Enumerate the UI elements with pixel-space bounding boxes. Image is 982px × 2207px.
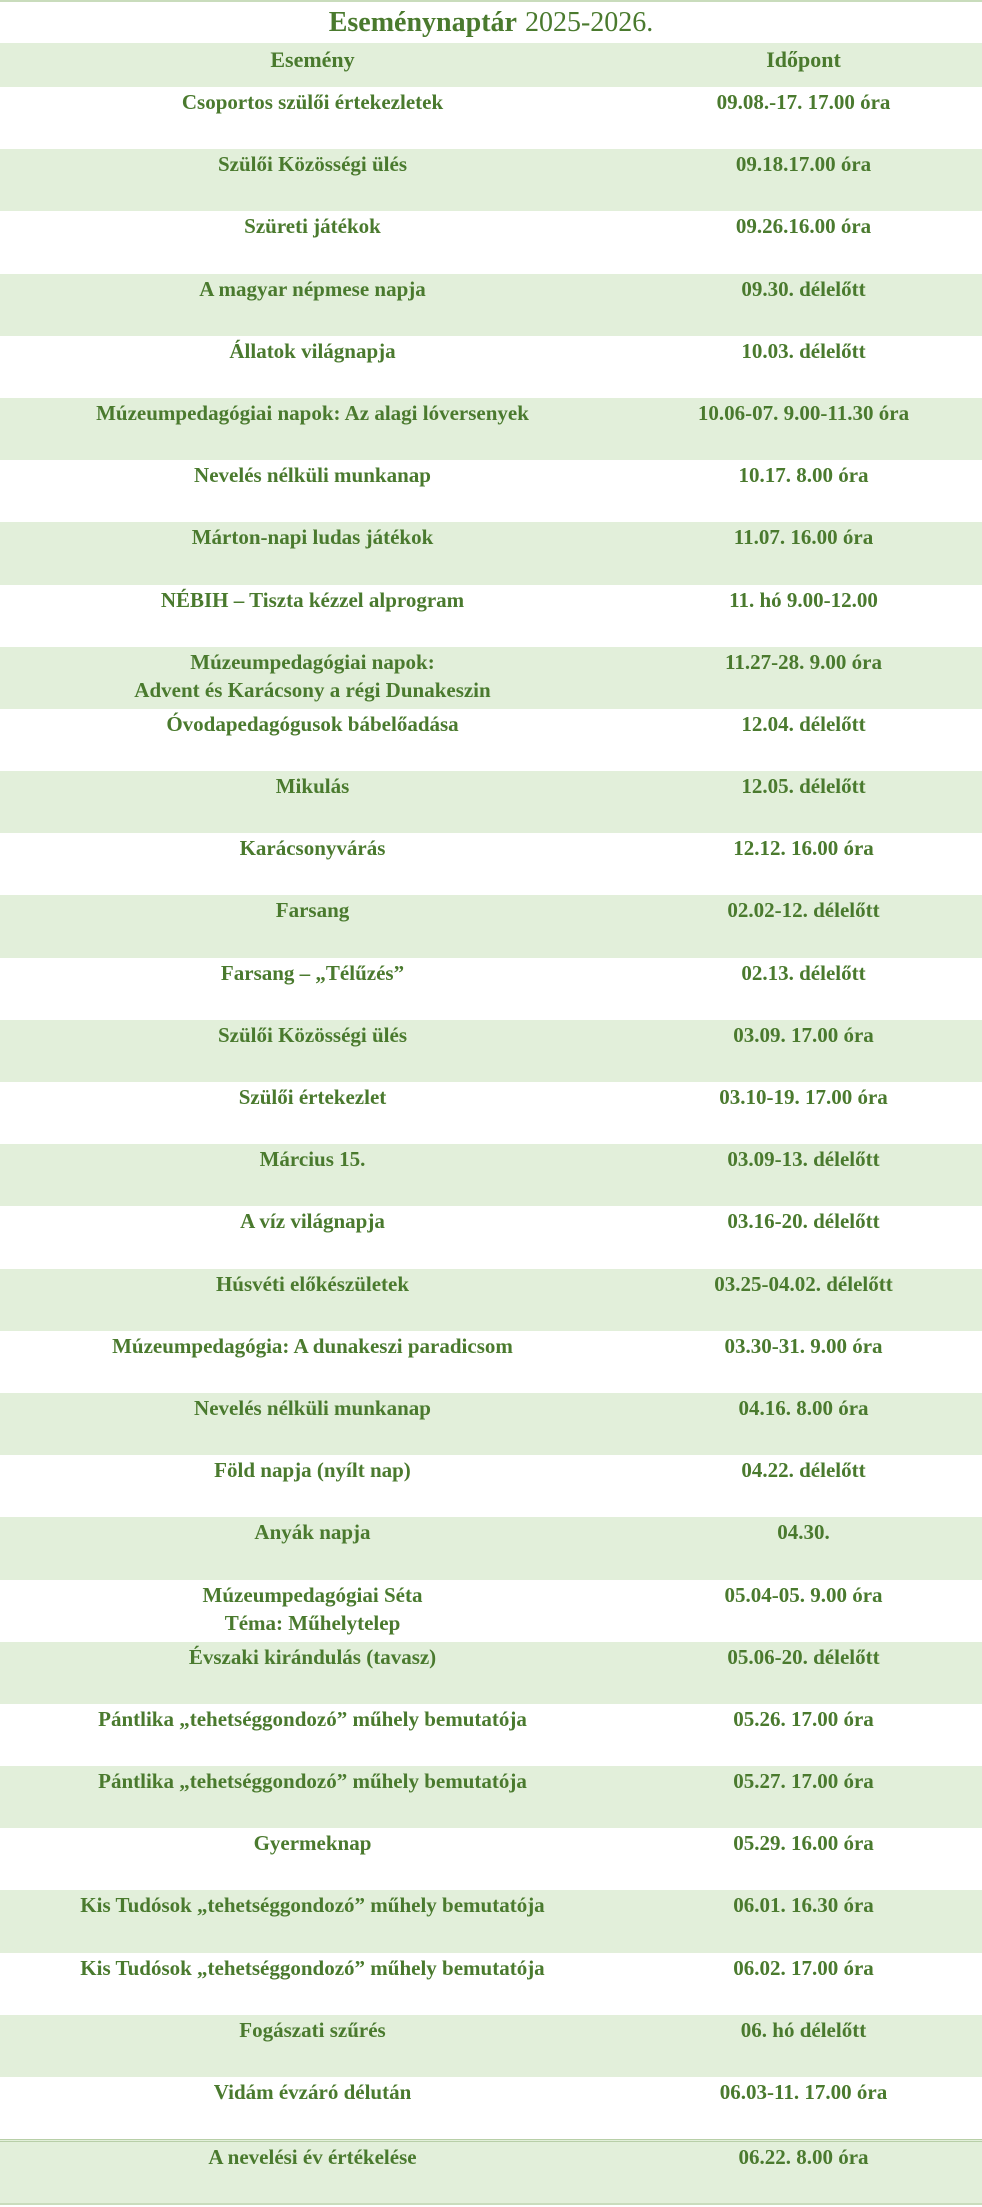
- event-name: Föld napja (nyílt nap): [214, 1458, 411, 1483]
- event-name: Fogászati szűrés: [239, 2017, 386, 2042]
- table-row: [0, 647, 982, 709]
- table-row: [0, 585, 982, 647]
- event-time: 05.26. 17.00 óra: [733, 1706, 874, 1731]
- event-time: 05.04-05. 9.00 óra: [724, 1582, 883, 1607]
- event-name: Húsvéti előkészületek: [215, 1271, 410, 1296]
- event-time: 03.10-19. 17.00 óra: [719, 1085, 888, 1109]
- title-year: 2025-2026.: [524, 6, 654, 38]
- event-time: 03.16-20. délelőtt: [727, 1209, 880, 1234]
- event-name: A víz világnapja: [240, 1209, 385, 1234]
- event-name: Múzeumpedagógiai Séta Téma: Műhelytelep: [202, 1582, 423, 1635]
- event-name: Vidám évzáró délután: [213, 2080, 412, 2104]
- event-time: 11.07. 16.00 óra: [733, 525, 874, 550]
- table-row: [0, 1704, 982, 1766]
- event-time: 10.17. 8.00 óra: [738, 463, 869, 488]
- event-time: 11. hó 9.00-12.00: [729, 587, 878, 612]
- event-name: Mikulás: [275, 774, 350, 799]
- event-name: Karácsonyvárás: [239, 836, 386, 861]
- event-time: 12.05. délelőtt: [741, 774, 866, 799]
- event-time: 12.04. délelőtt: [741, 711, 866, 736]
- event-time: 09.26.16.00 óra: [735, 214, 872, 239]
- table-row: [0, 2139, 982, 2204]
- table-row: [0, 1890, 982, 1952]
- table-row: [0, 958, 982, 1020]
- page-title: [0, 0, 982, 43]
- event-time: 09.08.-17. 17.00 óra: [716, 90, 891, 114]
- event-name: Farsang: [275, 898, 350, 923]
- table-row: [0, 87, 982, 149]
- table-row: [0, 336, 982, 398]
- table-row: [0, 2015, 982, 2077]
- table-row: [0, 522, 982, 584]
- event-time: 12.12. 16.00 óra: [733, 836, 874, 861]
- event-name: Pántlika „tehetséggondozó” műhely bemutatója: [98, 1706, 527, 1731]
- table-row: [0, 895, 982, 957]
- event-name: Szülői értekezlet: [238, 1085, 387, 1109]
- table-row: [0, 1455, 982, 1517]
- event-name: Nevelés nélküli munkanap: [194, 463, 431, 488]
- event-name: Kis Tudósok „tehetséggondozó” műhely bemutatója: [80, 1893, 545, 1918]
- table-row: [0, 1269, 982, 1331]
- event-time: 05.06-20. délelőtt: [727, 1644, 880, 1669]
- event-time: 05.29. 16.00 óra: [733, 1831, 874, 1856]
- event-time: 06. hó délelőtt: [740, 2017, 867, 2042]
- event-table-body: [0, 87, 982, 2204]
- table-row: [0, 274, 982, 336]
- event-name: Óvodapedagógusok bábelőadása: [166, 711, 459, 736]
- table-row: [0, 709, 982, 771]
- event-name: Szülői Közösségi ülés: [217, 152, 407, 177]
- event-name: Szülői Közösségi ülés: [217, 1022, 407, 1047]
- table-header: [0, 43, 982, 87]
- table-row: [0, 1206, 982, 1268]
- table-row: [0, 1580, 982, 1642]
- event-time: 06.02. 17.00 óra: [733, 1955, 874, 1980]
- table-row: [0, 2077, 982, 2139]
- table-row: [0, 1642, 982, 1704]
- event-name: Múzeumpedagógia: A dunakeszi paradicsom: [112, 1333, 513, 1358]
- event-time: 03.09-13. délelőtt: [727, 1147, 880, 1172]
- event-name: A magyar népmese napja: [199, 276, 426, 301]
- event-name: Múzeumpedagógiai napok: Az alagi lóversenyek: [96, 400, 529, 425]
- event-time: 04.22. délelőtt: [741, 1458, 866, 1483]
- event-name: Anyák napja: [254, 1520, 371, 1545]
- table-row: [0, 1020, 982, 1082]
- event-time: 03.25-04.02. délelőtt: [714, 1271, 893, 1296]
- event-time: 10.06-07. 9.00-11.30 óra: [697, 400, 910, 425]
- table-row: [0, 1331, 982, 1393]
- event-name: Kis Tudósok „tehetséggondozó” műhely bemutatója: [80, 1955, 545, 1980]
- table-row: [0, 1828, 982, 1890]
- event-name: Szüreti játékok: [244, 214, 381, 239]
- event-name: Pántlika „tehetséggondozó” műhely bemutatója: [98, 1769, 527, 1794]
- table-row: [0, 211, 982, 273]
- bottom-divider: [0, 2203, 982, 2205]
- event-time: 02.02-12. délelőtt: [727, 898, 880, 923]
- event-time: 11.27-28. 9.00 óra: [725, 649, 882, 674]
- event-name: Múzeumpedagógiai napok: Advent és Karácsony a régi Dunakeszin: [134, 649, 491, 702]
- event-time: 04.16. 8.00 óra: [738, 1395, 869, 1420]
- table-row: [0, 1953, 982, 2015]
- event-time: 03.09. 17.00 óra: [733, 1022, 874, 1047]
- event-name: Márton-napi ludas játékok: [191, 525, 434, 550]
- event-name: Évszaki kirándulás (tavasz): [188, 1644, 437, 1669]
- table-row: [0, 1766, 982, 1828]
- event-time: 06.22. 8.00 óra: [738, 2145, 869, 2170]
- event-time: 03.30-31. 9.00 óra: [724, 1333, 883, 1358]
- event-time: 09.30. délelőtt: [741, 276, 866, 301]
- event-name: Csoportos szülői értekezletek: [181, 90, 444, 114]
- event-name: Állatok világnapja: [229, 338, 396, 363]
- header-event: Esemény: [270, 47, 355, 72]
- table-row: [0, 1082, 982, 1144]
- table-row: [0, 398, 982, 460]
- event-time: 02.13. délelőtt: [741, 960, 866, 985]
- table-row: [0, 771, 982, 833]
- table-row: [0, 833, 982, 895]
- table-row: [0, 1144, 982, 1206]
- event-time: 06.01. 16.30 óra: [733, 1893, 874, 1918]
- event-name: A nevelési év értékelése: [208, 2145, 417, 2170]
- event-time: 05.27. 17.00 óra: [733, 1769, 874, 1794]
- event-time: 10.03. délelőtt: [741, 338, 866, 363]
- event-name: Farsang – „Télűzés”: [220, 960, 405, 985]
- event-time: 04.30.: [777, 1520, 830, 1545]
- event-time: 06.03-11. 17.00 óra: [719, 2080, 888, 2104]
- table-row: [0, 149, 982, 211]
- title-main: Eseménynaptár: [328, 6, 517, 38]
- event-time: 09.18.17.00 óra: [735, 152, 872, 177]
- header-time: Időpont: [766, 47, 841, 72]
- table-row: [0, 1393, 982, 1455]
- event-name: Március 15.: [259, 1147, 366, 1172]
- table-row: [0, 1517, 982, 1579]
- event-name: Gyermeknap: [253, 1831, 372, 1856]
- event-name: NÉBIH – Tiszta kézzel alprogram: [160, 587, 465, 612]
- table-row: [0, 460, 982, 522]
- event-name: Nevelés nélküli munkanap: [194, 1395, 431, 1420]
